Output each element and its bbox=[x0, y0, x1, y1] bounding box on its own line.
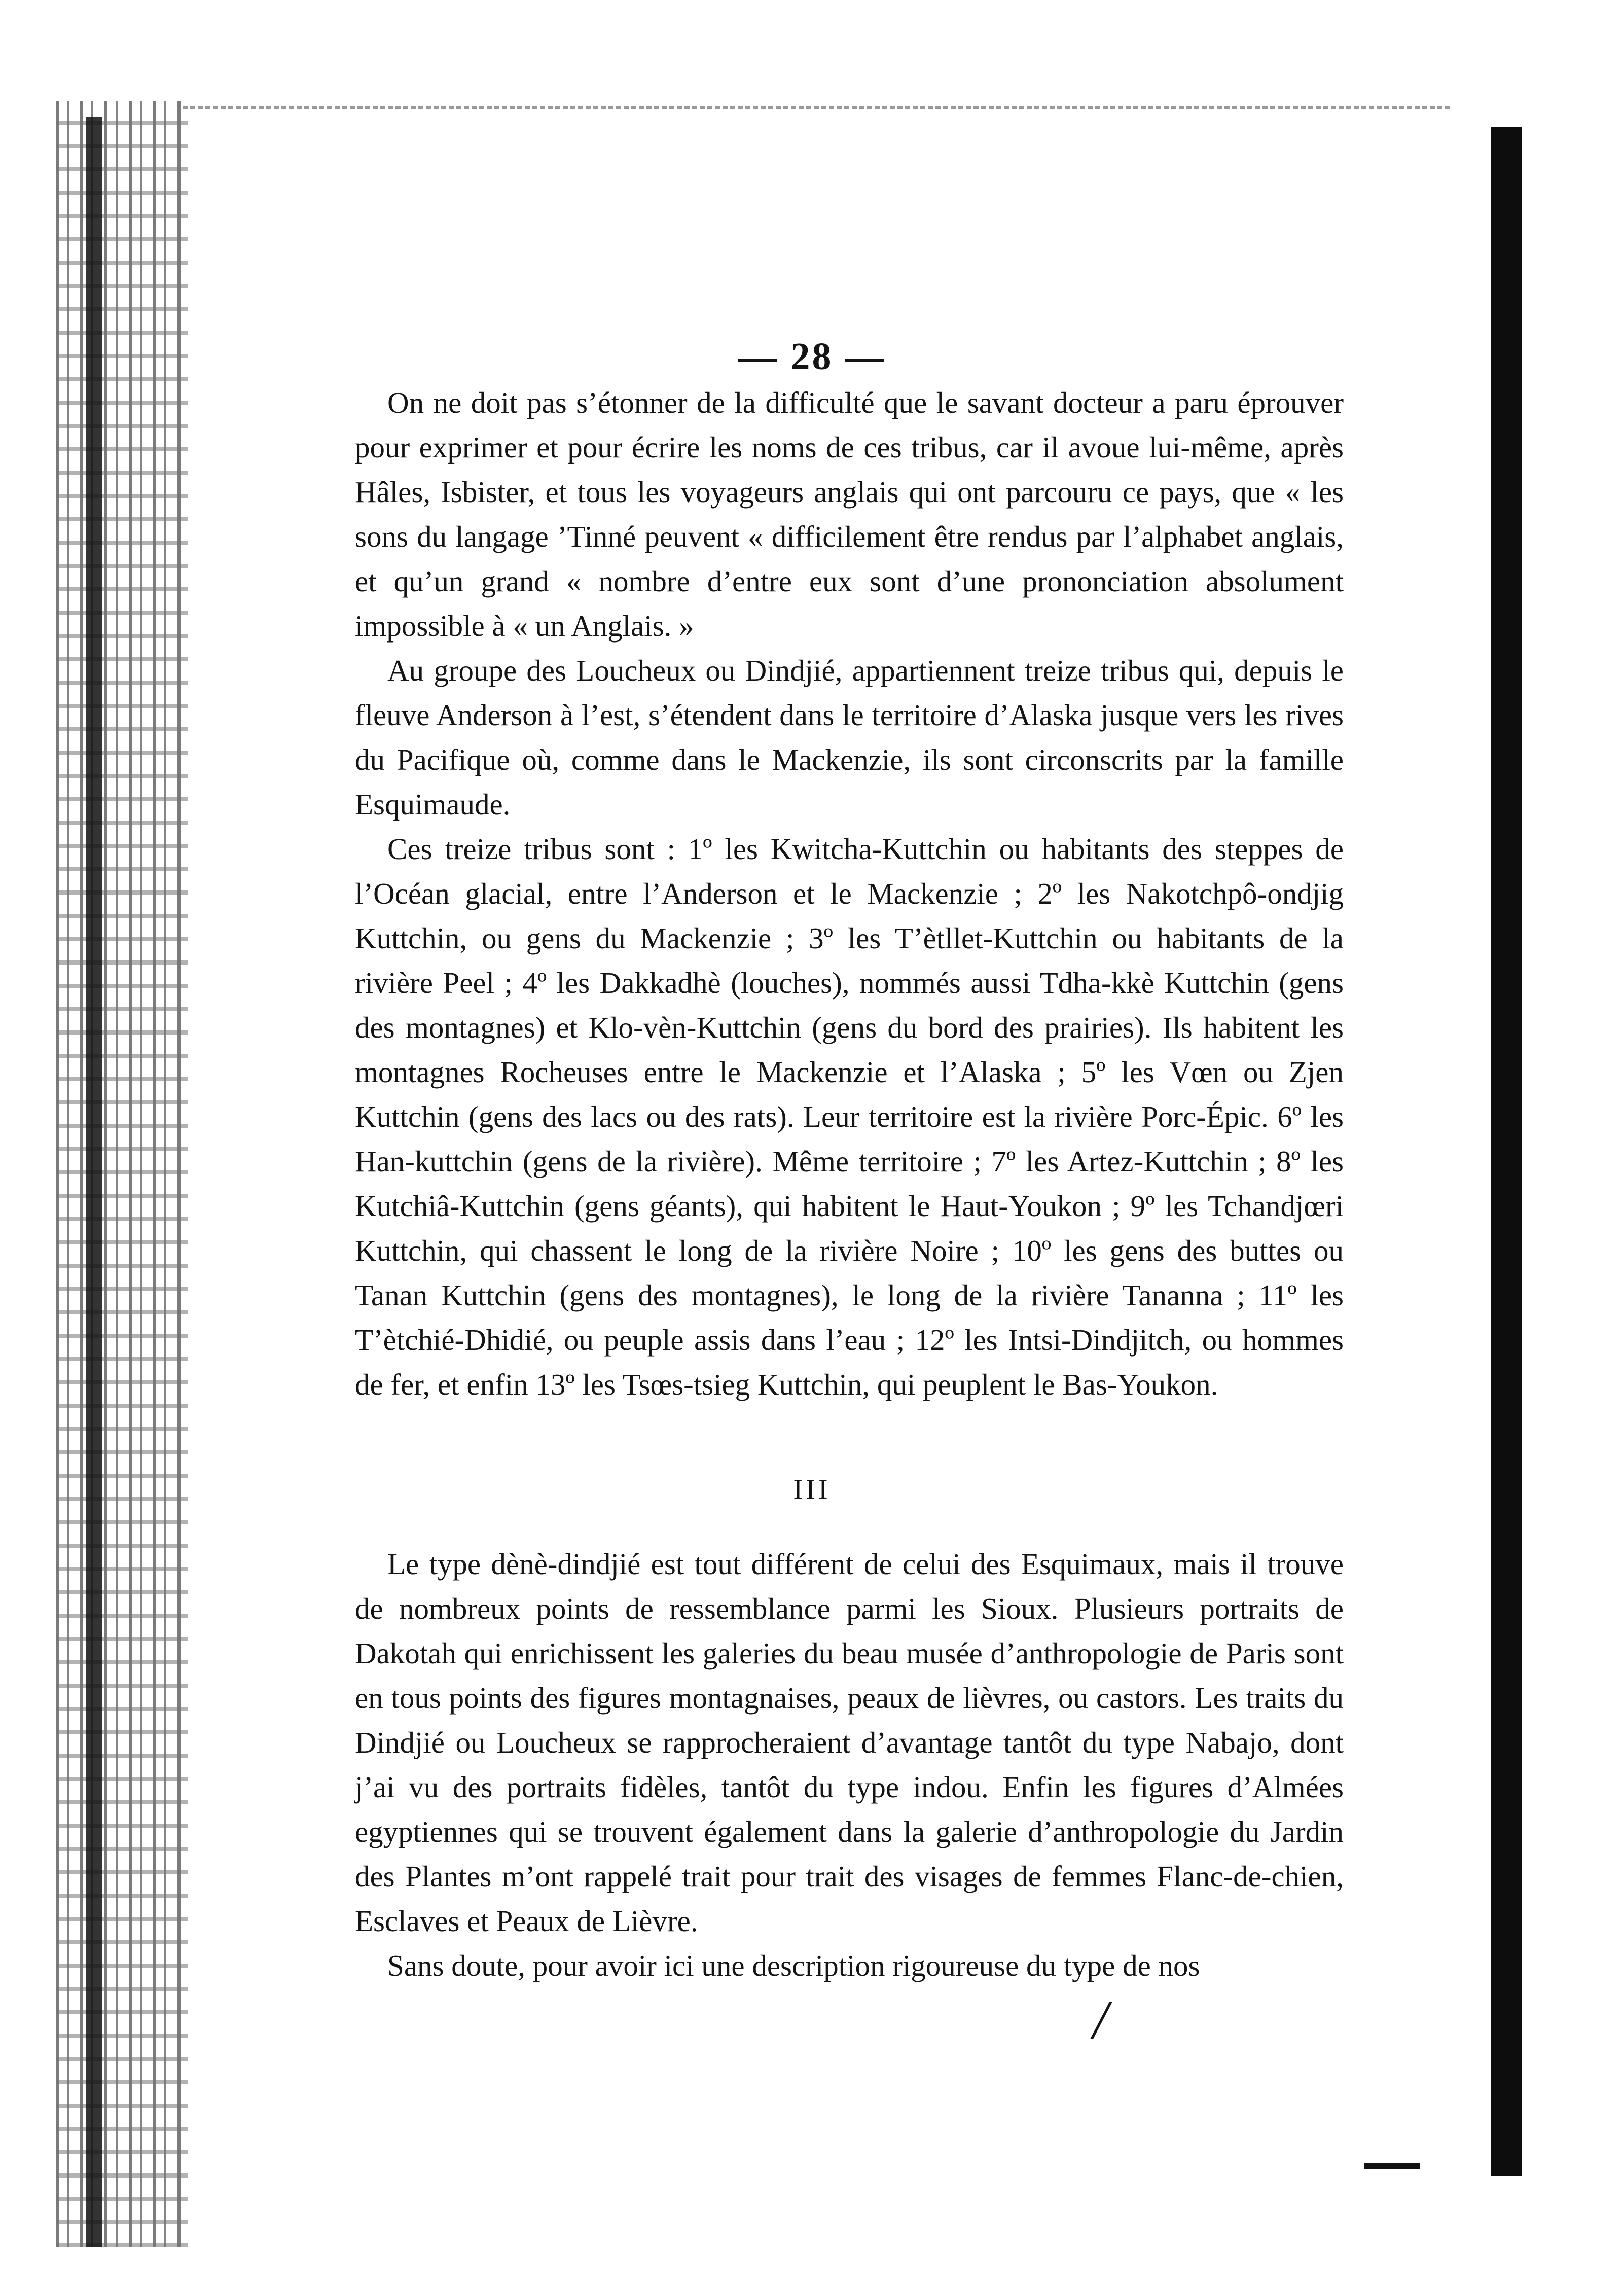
page-number: — 28 — bbox=[738, 335, 886, 378]
scan-bottom-mark bbox=[1364, 2163, 1420, 2169]
scan-left-edge-artifact bbox=[56, 101, 188, 2247]
marginal-mark: / bbox=[1093, 1989, 1108, 2051]
text-block-part2 bbox=[355, 1542, 1344, 1988]
paragraph-5: Sans doute, pour avoir ici une description rigoureuse du type de nos bbox=[387, 1949, 1200, 1982]
paragraph-3: Ces treize tribus sont : 1º les Kwitcha-Kuttchin ou habitants des steppes de l’Océan glacial, entre l’Anderson et le Mackenzie ; 2º les Nakotchpô-ondjig Kuttchin, ou gens du Mackenzie ; 3º les T’ètllet-Kuttchin ou habitants de la rivière Peel ; 4º les Dakkadhè (louches), nommés aussi Tdha-kkè Kuttchin (gens des montagnes) et Klo-vèn-Kuttchin (gens du bord des prairies). Ils habitent les montagnes Rocheuses entre le Mackenzie et l’Alaska ; 5º les Vœn ou Zjen Kuttchin (gens des lacs ou des rats). Leur territoire est la rivière Porc-Épic. 6º les Han-kuttchin (gens de la rivière). Même territoire ; 7º les Artez-Kuttchin ; 8º les Kutchiâ-Kuttchin (gens géants), qui habitent le Haut-Youkon ; 9º les Tchandjœri Kuttchin, qui chassent le long de la rivière Noire ; 10º les gens des buttes ou Tanan Kuttchin (gens des montagnes), le long de la rivière Tananna ; 11º les T’ètchié-Dhidié, ou peuple assis dans l’eau ; 12º les Intsi-Dindjitch, ou hommes de fer, et enfin 13º les Tsœs-tsieg Kuttchin, qui peuplent le Bas-Youkon. bbox=[355, 832, 1344, 1401]
paragraph-1: On ne doit pas s’étonner de la difficulté que le savant docteur a paru éprouver pour exprimer et pour écrire les noms de ces tribus, car il avoue lui-même, après Hâles, Isbister, et tous les voyageurs anglais qui ont parcouru ce pays, que « les sons du langage ’Tinné peuvent « difficilement être rendus par l’alphabet anglais, et qu’un grand « nombre d’entre eux sont d’une prononciation absolument impossible à « un Anglais. » bbox=[355, 386, 1344, 643]
scan-right-edge-shadow bbox=[1491, 127, 1522, 2176]
scan-left-binding-shadow bbox=[86, 117, 102, 2247]
paragraph-4: Le type dènè-dindjié est tout différent de celui des Esquimaux, mais il trouve de nombreux points de ressemblance parmi les Sioux. Plusieurs portraits de Dakotah qui enrichissent les galeries du beau musée d’anthropologie de Paris sont en tous points des figures montagnaises, peaux de lièvres, ou castors. Les traits du Dindjié ou Loucheux se rapprocheraient d’avantage tantôt du type Nabajo, dont j’ai vu des portraits fidèles, tantôt du type indou. Enfin les figures d’Almées egyptiennes qui se trouvent également dans la galerie d’anthropologie du Jardin des Plantes m’ont rappelé trait pour trait des visages de femmes Flanc-de-chien, Esclaves et Peaux de Lièvre. bbox=[355, 1547, 1344, 1938]
section-heading: III bbox=[793, 1474, 831, 1505]
text-block-part1 bbox=[355, 380, 1344, 1407]
scan-top-dashed-rule bbox=[183, 106, 1450, 109]
paragraph-2: Au groupe des Loucheux ou Dindjié, appartiennent treize tribus qui, depuis le fleuve Anderson à l’est, s’étendent dans le territoire d’Alaska jusque vers les rives du Pacifique où, comme dans le Mackenzie, ils sont circonscrits par la famille Esquimaude. bbox=[355, 654, 1344, 821]
